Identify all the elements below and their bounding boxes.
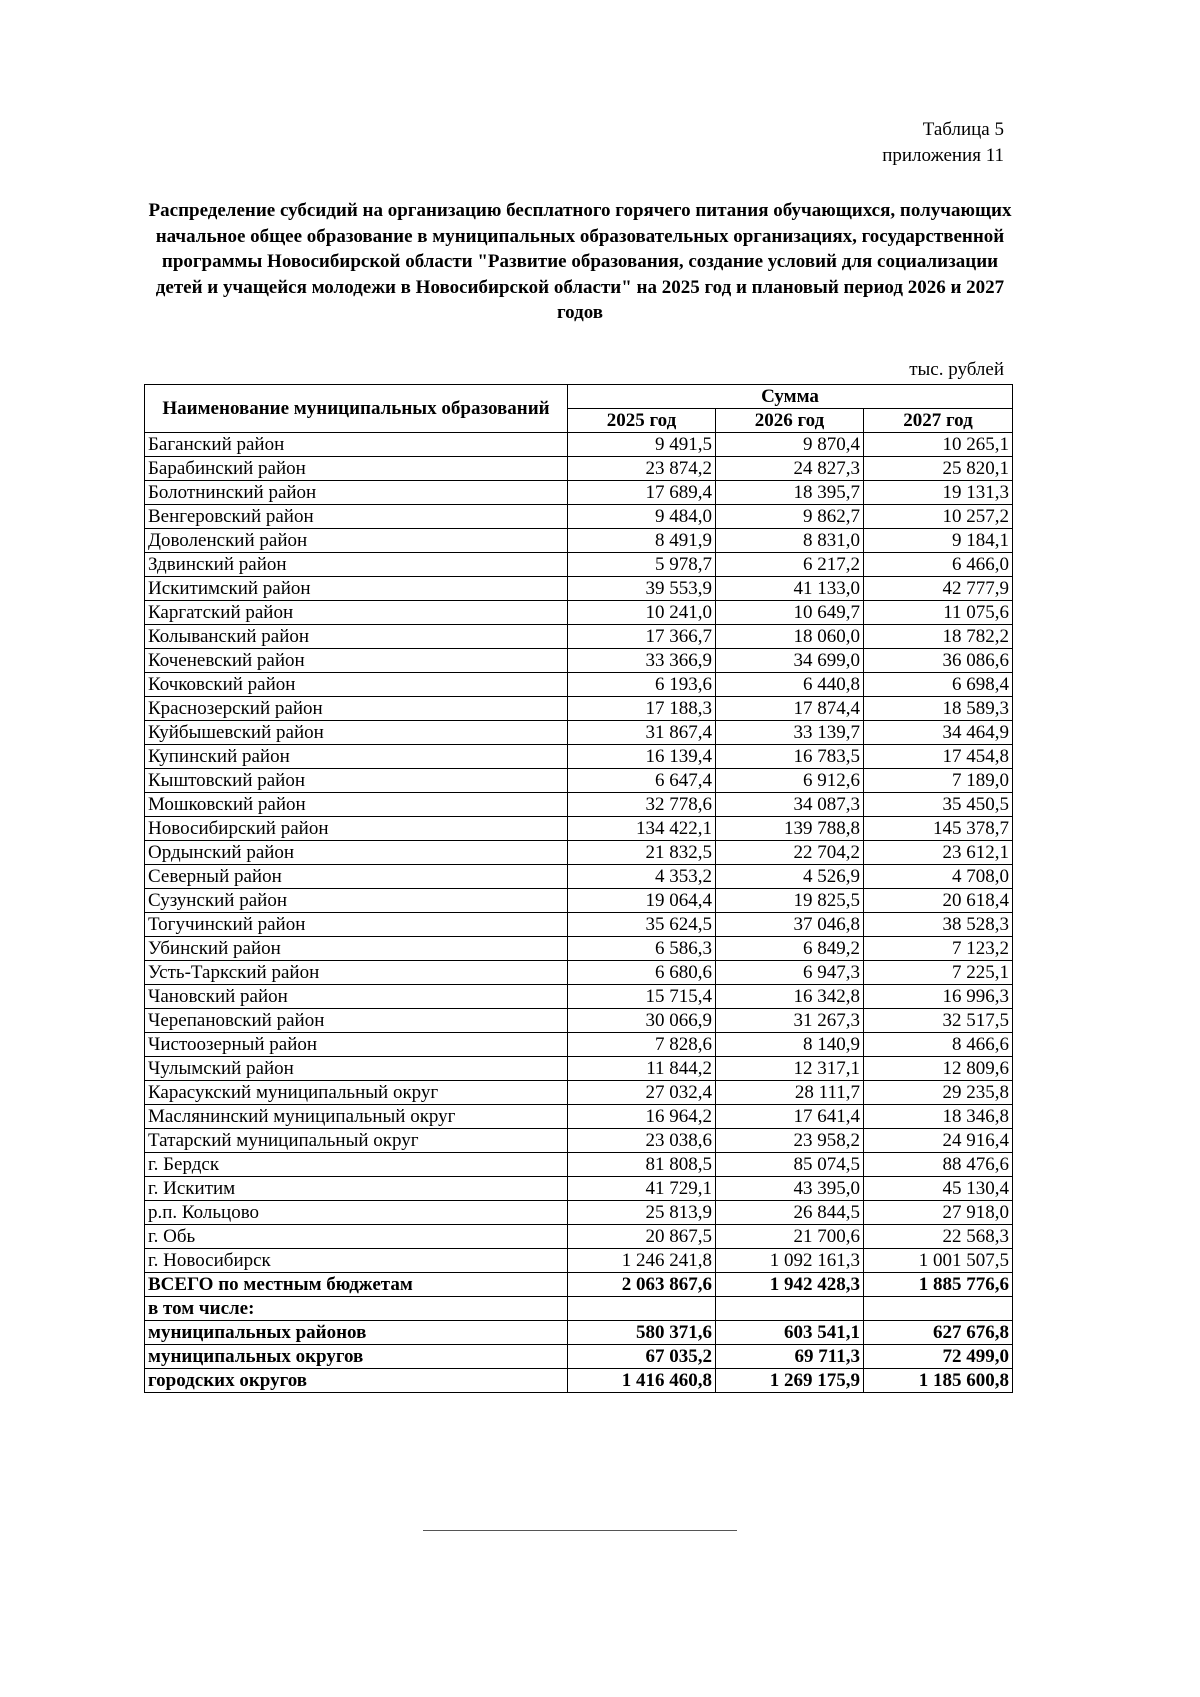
row-value-2027: 45 130,4 [864, 1177, 1013, 1201]
row-value-2025: 21 832,5 [568, 841, 716, 865]
row-value-2025: 41 729,1 [568, 1177, 716, 1201]
row-value-2026: 34 087,3 [716, 793, 864, 817]
table-row [145, 457, 1013, 481]
row-value-2027: 72 499,0 [864, 1345, 1013, 1369]
row-name: городских округов [145, 1369, 568, 1393]
row-value-2025: 33 366,9 [568, 649, 716, 673]
row-value-2026: 16 342,8 [716, 985, 864, 1009]
row-value-2026: 69 711,3 [716, 1345, 864, 1369]
row-value-2027: 19 131,3 [864, 481, 1013, 505]
table-row [145, 553, 1013, 577]
table-row [145, 649, 1013, 673]
row-value-2025: 16 964,2 [568, 1105, 716, 1129]
row-value-2026: 603 541,1 [716, 1321, 864, 1345]
row-value-2026: 16 783,5 [716, 745, 864, 769]
row-value-2027: 18 346,8 [864, 1105, 1013, 1129]
row-value-2025: 17 366,7 [568, 625, 716, 649]
row-value-2026: 139 788,8 [716, 817, 864, 841]
row-value-2027: 8 466,6 [864, 1033, 1013, 1057]
row-value-2027: 34 464,9 [864, 721, 1013, 745]
row-value-2025: 4 353,2 [568, 865, 716, 889]
row-value-2027: 16 996,3 [864, 985, 1013, 1009]
row-value-2026: 19 825,5 [716, 889, 864, 913]
table-row [145, 1009, 1013, 1033]
header-year-2026: 2026 год [716, 409, 864, 433]
row-value-2027: 7 189,0 [864, 769, 1013, 793]
row-name: Куйбышевский район [145, 721, 568, 745]
row-name: Баганский район [145, 433, 568, 457]
row-value-2025: 27 032,4 [568, 1081, 716, 1105]
row-name: Тогучинский район [145, 913, 568, 937]
row-value-2026: 8 831,0 [716, 529, 864, 553]
table-row [145, 793, 1013, 817]
row-value-2025: 5 978,7 [568, 553, 716, 577]
row-name: Купинский район [145, 745, 568, 769]
row-value-2025: 1 246 241,8 [568, 1249, 716, 1273]
row-value-2025: 15 715,4 [568, 985, 716, 1009]
row-value-2027: 627 676,8 [864, 1321, 1013, 1345]
row-value-2025: 39 553,9 [568, 577, 716, 601]
row-value-2025: 30 066,9 [568, 1009, 716, 1033]
appendix-number: приложения 11 [882, 145, 1004, 166]
row-value-2025: 580 371,6 [568, 1321, 716, 1345]
row-name: Каргатский район [145, 601, 568, 625]
table-body [145, 433, 1013, 1393]
row-value-2026: 31 267,3 [716, 1009, 864, 1033]
table-row [145, 481, 1013, 505]
table-row [145, 673, 1013, 697]
row-value-2026: 9 870,4 [716, 433, 864, 457]
row-value-2027: 27 918,0 [864, 1201, 1013, 1225]
table-row [145, 817, 1013, 841]
table-row [145, 913, 1013, 937]
row-value-2027: 4 708,0 [864, 865, 1013, 889]
row-value-2027: 18 589,3 [864, 697, 1013, 721]
row-name: Карасукский муниципальный округ [145, 1081, 568, 1105]
total-row [145, 1369, 1013, 1393]
row-value-2026: 9 862,7 [716, 505, 864, 529]
row-value-2026: 85 074,5 [716, 1153, 864, 1177]
row-value-2026 [716, 1297, 864, 1321]
row-value-2027: 1 185 600,8 [864, 1369, 1013, 1393]
table-row [145, 1081, 1013, 1105]
row-value-2027: 25 820,1 [864, 457, 1013, 481]
row-value-2027: 23 612,1 [864, 841, 1013, 865]
table-row [145, 1033, 1013, 1057]
row-value-2027: 17 454,8 [864, 745, 1013, 769]
row-value-2026: 10 649,7 [716, 601, 864, 625]
row-name: Черепановский район [145, 1009, 568, 1033]
row-name: Новосибирский район [145, 817, 568, 841]
row-value-2027: 7 225,1 [864, 961, 1013, 985]
table-row [145, 529, 1013, 553]
row-name: Сузунский район [145, 889, 568, 913]
row-value-2026: 1 269 175,9 [716, 1369, 864, 1393]
table-row [145, 697, 1013, 721]
row-name: Венгеровский район [145, 505, 568, 529]
row-value-2025: 19 064,4 [568, 889, 716, 913]
row-value-2025: 23 038,6 [568, 1129, 716, 1153]
row-value-2025: 16 139,4 [568, 745, 716, 769]
row-name: г. Обь [145, 1225, 568, 1249]
row-name: Колыванский район [145, 625, 568, 649]
row-name: Ордынский район [145, 841, 568, 865]
row-value-2027: 6 698,4 [864, 673, 1013, 697]
total-row [145, 1321, 1013, 1345]
row-name: Кыштовский район [145, 769, 568, 793]
row-value-2026: 17 641,4 [716, 1105, 864, 1129]
row-value-2026: 6 912,6 [716, 769, 864, 793]
row-value-2027: 20 618,4 [864, 889, 1013, 913]
row-value-2027: 1 001 507,5 [864, 1249, 1013, 1273]
row-value-2025: 9 484,0 [568, 505, 716, 529]
row-name: Чулымский район [145, 1057, 568, 1081]
row-value-2025: 1 416 460,8 [568, 1369, 716, 1393]
row-value-2025: 134 422,1 [568, 817, 716, 841]
row-value-2026: 17 874,4 [716, 697, 864, 721]
row-value-2027: 42 777,9 [864, 577, 1013, 601]
table-row [145, 841, 1013, 865]
row-value-2025: 6 680,6 [568, 961, 716, 985]
row-value-2026: 6 947,3 [716, 961, 864, 985]
table-row [145, 865, 1013, 889]
units-label: тыс. рублей [909, 359, 1004, 380]
row-value-2027: 22 568,3 [864, 1225, 1013, 1249]
row-value-2025: 20 867,5 [568, 1225, 716, 1249]
table-row [145, 961, 1013, 985]
row-value-2027: 18 782,2 [864, 625, 1013, 649]
row-value-2027: 6 466,0 [864, 553, 1013, 577]
row-name: Доволенский район [145, 529, 568, 553]
row-value-2025: 31 867,4 [568, 721, 716, 745]
row-value-2027: 12 809,6 [864, 1057, 1013, 1081]
row-value-2027: 10 265,1 [864, 433, 1013, 457]
row-name: Коченевский район [145, 649, 568, 673]
row-value-2026: 24 827,3 [716, 457, 864, 481]
header-year-2025: 2025 год [568, 409, 716, 433]
header-year-2027: 2027 год [864, 409, 1013, 433]
row-value-2025: 11 844,2 [568, 1057, 716, 1081]
row-name: Искитимский район [145, 577, 568, 601]
row-value-2025: 6 647,4 [568, 769, 716, 793]
table-row [145, 1057, 1013, 1081]
row-name: Кочковский район [145, 673, 568, 697]
header-municipality: Наименование муниципальных образований [145, 385, 568, 433]
row-value-2026: 12 317,1 [716, 1057, 864, 1081]
row-name: Северный район [145, 865, 568, 889]
table-row [145, 1201, 1013, 1225]
row-value-2025: 8 491,9 [568, 529, 716, 553]
row-value-2026: 33 139,7 [716, 721, 864, 745]
row-value-2027 [864, 1297, 1013, 1321]
row-name: Мошковский район [145, 793, 568, 817]
row-value-2027: 32 517,5 [864, 1009, 1013, 1033]
row-value-2025: 10 241,0 [568, 601, 716, 625]
row-value-2026: 23 958,2 [716, 1129, 864, 1153]
row-value-2025: 17 188,3 [568, 697, 716, 721]
table-row [145, 433, 1013, 457]
table-row [145, 1105, 1013, 1129]
table-row [145, 1225, 1013, 1249]
row-name: Чистоозерный район [145, 1033, 568, 1057]
row-value-2026: 6 217,2 [716, 553, 864, 577]
row-value-2025: 17 689,4 [568, 481, 716, 505]
row-value-2026: 43 395,0 [716, 1177, 864, 1201]
subsidy-table [144, 384, 1013, 1393]
row-value-2025: 81 808,5 [568, 1153, 716, 1177]
row-name: ВСЕГО по местным бюджетам [145, 1273, 568, 1297]
table-row [145, 1249, 1013, 1273]
row-name: Маслянинский муниципальный округ [145, 1105, 568, 1129]
row-value-2027: 145 378,7 [864, 817, 1013, 841]
row-name: Чановский район [145, 985, 568, 1009]
row-value-2025: 67 035,2 [568, 1345, 716, 1369]
table-row [145, 745, 1013, 769]
row-value-2025: 6 193,6 [568, 673, 716, 697]
row-value-2026: 28 111,7 [716, 1081, 864, 1105]
row-value-2027: 10 257,2 [864, 505, 1013, 529]
row-value-2026: 22 704,2 [716, 841, 864, 865]
table-row [145, 937, 1013, 961]
row-value-2027: 1 885 776,6 [864, 1273, 1013, 1297]
row-value-2026: 18 395,7 [716, 481, 864, 505]
row-name: муниципальных районов [145, 1321, 568, 1345]
row-value-2026: 8 140,9 [716, 1033, 864, 1057]
table-row [145, 577, 1013, 601]
row-value-2027: 24 916,4 [864, 1129, 1013, 1153]
row-name: Татарский муниципальный округ [145, 1129, 568, 1153]
header-sum: Сумма [568, 385, 1013, 409]
row-value-2026: 4 526,9 [716, 865, 864, 889]
closing-rule [423, 1530, 737, 1531]
row-value-2026: 41 133,0 [716, 577, 864, 601]
row-name: в том числе: [145, 1297, 568, 1321]
row-value-2027: 7 123,2 [864, 937, 1013, 961]
row-value-2027: 9 184,1 [864, 529, 1013, 553]
row-value-2027: 35 450,5 [864, 793, 1013, 817]
row-name: Убинский район [145, 937, 568, 961]
row-value-2025 [568, 1297, 716, 1321]
total-row [145, 1297, 1013, 1321]
table-row [145, 601, 1013, 625]
table-row [145, 985, 1013, 1009]
row-value-2027: 38 528,3 [864, 913, 1013, 937]
row-name: р.п. Кольцово [145, 1201, 568, 1225]
row-name: г. Бердск [145, 1153, 568, 1177]
row-value-2027: 88 476,6 [864, 1153, 1013, 1177]
table-row [145, 1153, 1013, 1177]
row-name: г. Новосибирск [145, 1249, 568, 1273]
row-name: г. Искитим [145, 1177, 568, 1201]
row-value-2027: 29 235,8 [864, 1081, 1013, 1105]
row-value-2026: 1 942 428,3 [716, 1273, 864, 1297]
row-value-2026: 18 060,0 [716, 625, 864, 649]
row-value-2025: 9 491,5 [568, 433, 716, 457]
table-number: Таблица 5 [922, 119, 1004, 140]
row-value-2026: 1 092 161,3 [716, 1249, 864, 1273]
table-row [145, 769, 1013, 793]
row-name: муниципальных округов [145, 1345, 568, 1369]
table-row [145, 625, 1013, 649]
row-value-2026: 34 699,0 [716, 649, 864, 673]
row-value-2026: 37 046,8 [716, 913, 864, 937]
table-row [145, 1129, 1013, 1153]
row-name: Барабинский район [145, 457, 568, 481]
table-row [145, 889, 1013, 913]
table-row [145, 721, 1013, 745]
document-title: Распределение субсидий на организацию бесплатного горячего питания обучающихся, получающих начальное общее образование в муниципальных образовательных организациях, государственной программы Новосибирской области "Развитие образования, создание условий для социализации детей и учащейся молодежи в Новосибирской области" на 2025 год и плановый период 2026 и 2027 годов [148, 200, 1012, 323]
row-name: Здвинский район [145, 553, 568, 577]
row-name: Усть-Таркский район [145, 961, 568, 985]
row-value-2025: 2 063 867,6 [568, 1273, 716, 1297]
row-name: Болотнинский район [145, 481, 568, 505]
row-value-2025: 6 586,3 [568, 937, 716, 961]
row-value-2026: 21 700,6 [716, 1225, 864, 1249]
row-value-2025: 25 813,9 [568, 1201, 716, 1225]
total-row [145, 1345, 1013, 1369]
row-value-2026: 6 849,2 [716, 937, 864, 961]
table-row [145, 505, 1013, 529]
row-value-2025: 35 624,5 [568, 913, 716, 937]
table-row [145, 1177, 1013, 1201]
row-value-2025: 23 874,2 [568, 457, 716, 481]
row-value-2027: 11 075,6 [864, 601, 1013, 625]
row-value-2025: 7 828,6 [568, 1033, 716, 1057]
row-value-2025: 32 778,6 [568, 793, 716, 817]
total-row [145, 1273, 1013, 1297]
row-name: Краснозерский район [145, 697, 568, 721]
row-value-2026: 26 844,5 [716, 1201, 864, 1225]
row-value-2026: 6 440,8 [716, 673, 864, 697]
row-value-2027: 36 086,6 [864, 649, 1013, 673]
